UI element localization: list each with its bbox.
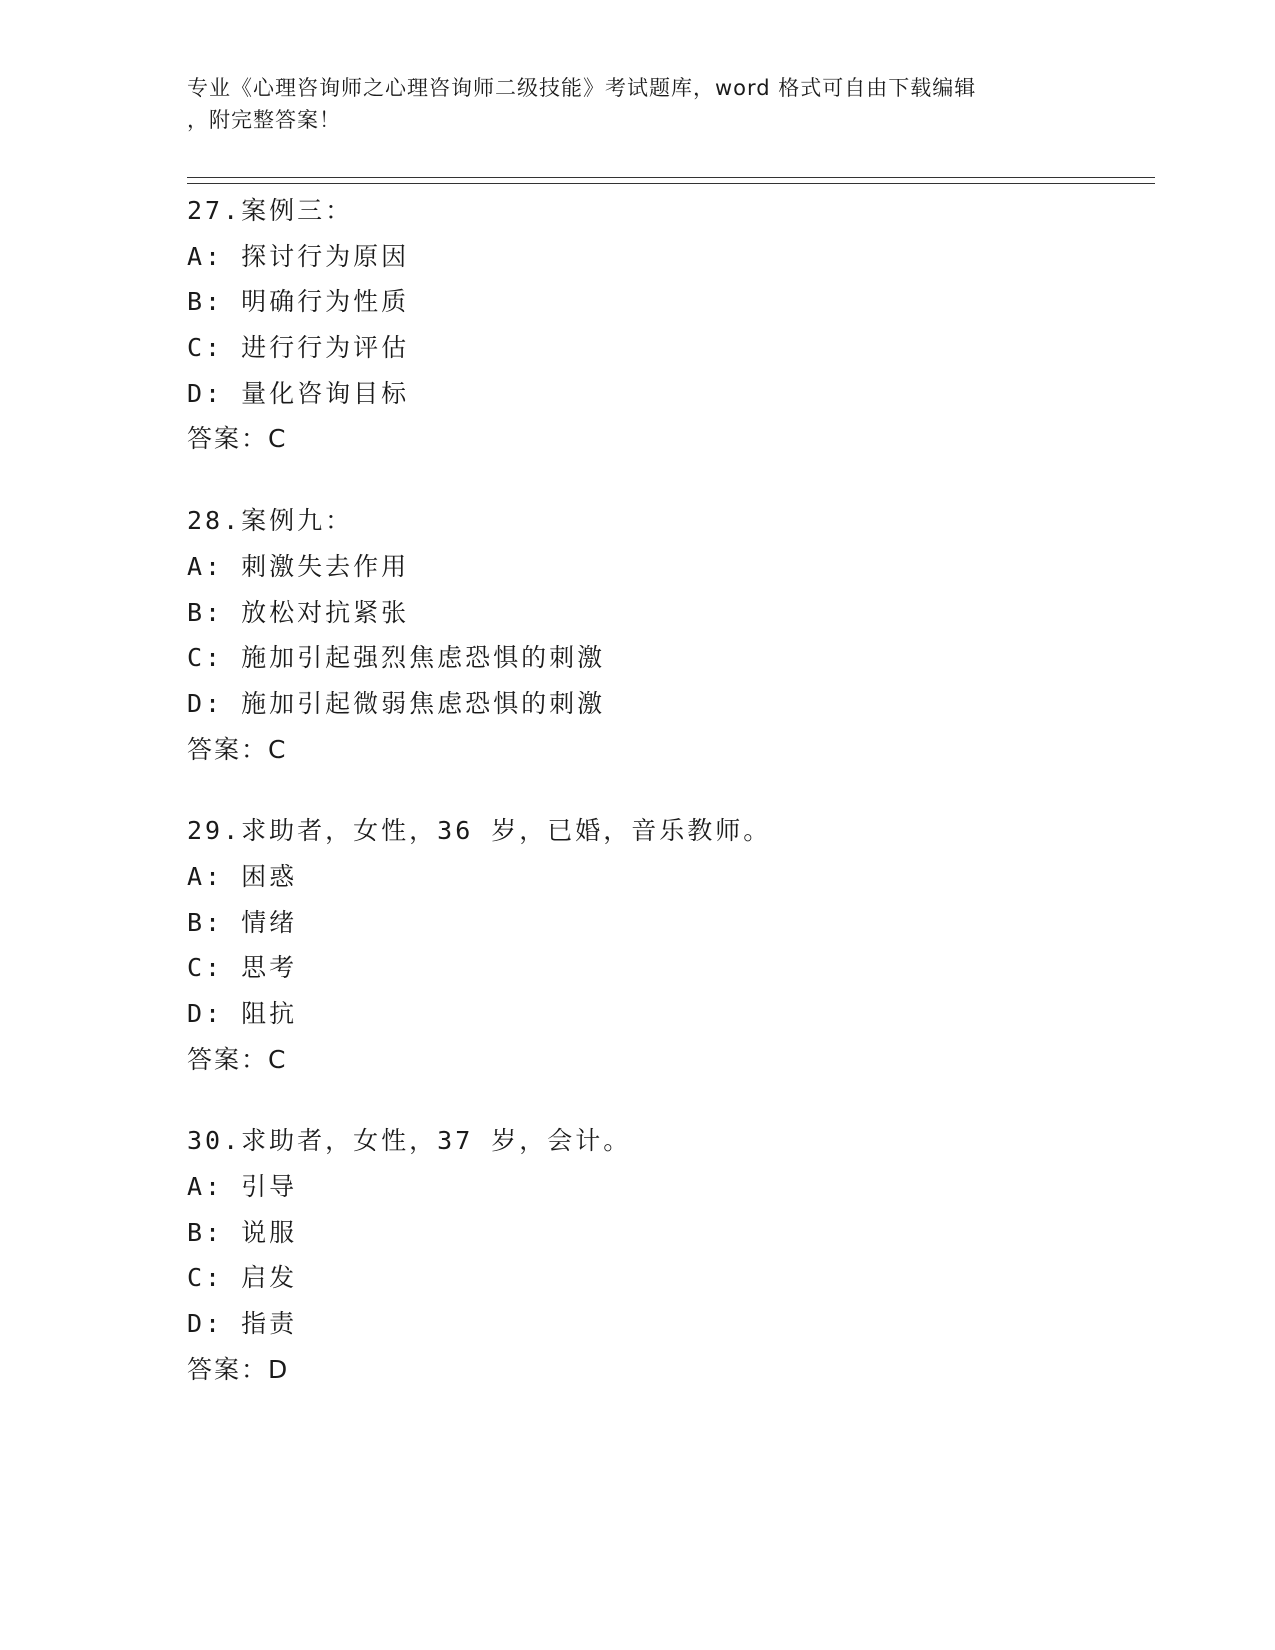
option-a: A: 困惑 — [187, 861, 298, 891]
question-list — [187, 188, 1155, 1429]
question-30 — [187, 1118, 1155, 1392]
header-rule-top — [187, 177, 1155, 178]
option-a: A: 刺激失去作用 — [187, 551, 410, 581]
option-d: D: 量化咨询目标 — [187, 378, 410, 408]
answer-line: 答案：D — [187, 1354, 290, 1384]
header-rule-bottom — [187, 183, 1155, 184]
option-b: B: 放松对抗紧张 — [187, 597, 410, 627]
option-c: C: 启发 — [187, 1263, 298, 1293]
question-stem: 27.案例三： — [187, 196, 354, 225]
option-d: D: 指责 — [187, 1309, 298, 1339]
header-line-1: 专业《心理咨询师之心理咨询师二级技能》考试题库，word 格式可自由下载编辑 — [187, 76, 977, 100]
option-b: B: 说服 — [187, 1217, 298, 1247]
question-28 — [187, 498, 1155, 772]
option-c: C: 施加引起强烈焦虑恐惧的刺激 — [187, 643, 606, 673]
question-stem: 28.案例九： — [187, 506, 354, 536]
question-27 — [187, 188, 1155, 462]
header-line-2: ，附完整答案！ — [187, 108, 341, 132]
option-a: A: 探讨行为原因 — [187, 241, 410, 271]
option-d: D: 施加引起微弱焦虑恐惧的刺激 — [187, 688, 606, 718]
option-b: B: 明确行为性质 — [187, 287, 410, 317]
option-d: D: 阻抗 — [187, 999, 298, 1028]
option-b: B: 情绪 — [187, 907, 298, 937]
answer-line: 答案：C — [187, 1044, 288, 1074]
question-29 — [187, 808, 1155, 1082]
question-stem: 29.求助者，女性，36 岁，已婚，音乐教师。 — [187, 816, 772, 846]
option-c: C: 思考 — [187, 953, 298, 983]
answer-line: 答案：C — [187, 424, 288, 454]
answer-line: 答案：C — [187, 734, 288, 764]
document-header — [187, 72, 1087, 136]
option-c: C: 进行行为评估 — [187, 333, 410, 363]
option-a: A: 引导 — [187, 1172, 298, 1202]
question-stem: 30.求助者，女性，37 岁，会计。 — [187, 1126, 632, 1156]
